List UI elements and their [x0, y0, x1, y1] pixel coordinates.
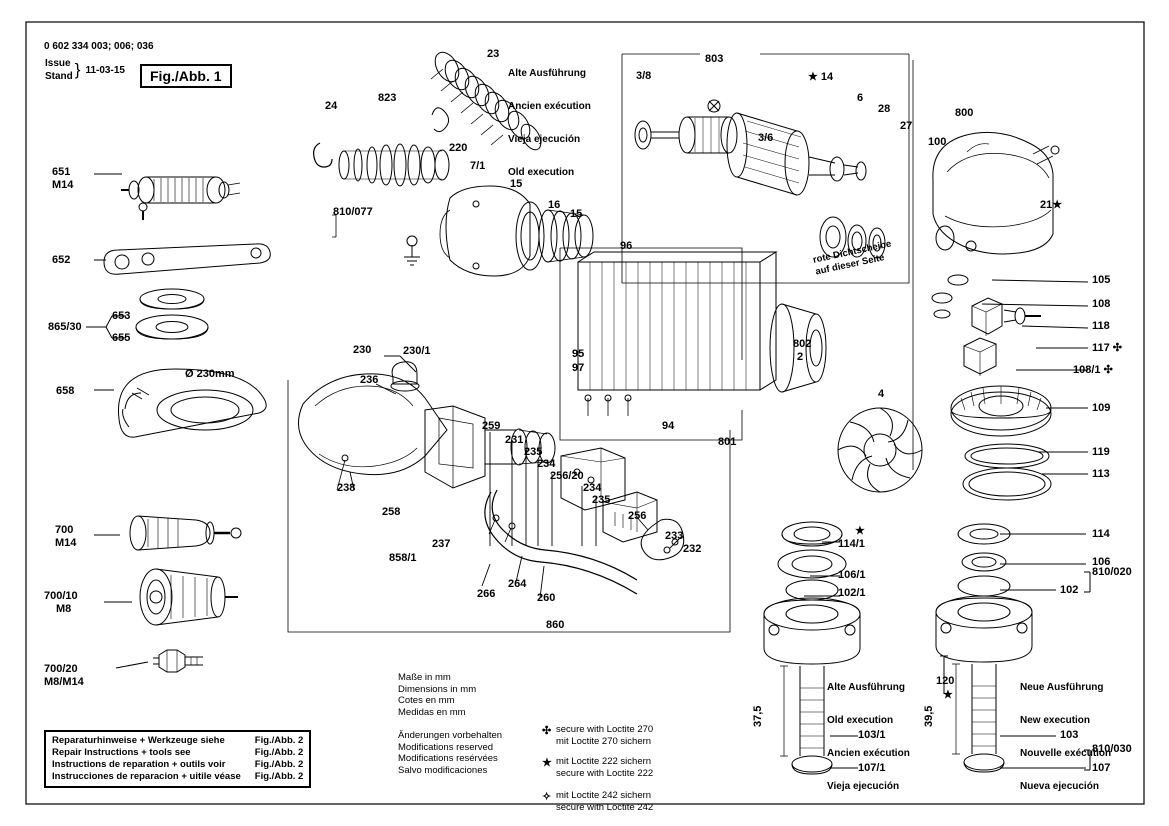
callout-103-1: 103/1 [858, 729, 886, 741]
callout-3-8: 3/8 [636, 70, 652, 82]
callout-233: 233 [665, 530, 684, 542]
callout-21-star: 21★ [1040, 199, 1063, 211]
callout-103: 103 [1060, 729, 1079, 741]
callout-108: 108 [1092, 298, 1111, 310]
old-exec-b-de: Alte Ausführung [827, 682, 905, 693]
callout-858-1: 858/1 [389, 552, 417, 564]
callout-94: 94 [662, 420, 675, 432]
annotation-old-execution-top [508, 46, 591, 200]
callout-700-m14: M14 [55, 537, 77, 549]
legend-row-2-right: Fig./Abb. 2 [254, 759, 304, 770]
callout-28: 28 [878, 103, 891, 115]
old-exec-b-fr: Ancien exécution [827, 748, 910, 759]
callout-230-1: 230/1 [403, 345, 431, 357]
callout-801: 801 [718, 436, 737, 448]
callout-238: 238 [337, 482, 356, 494]
callout-6: 6 [857, 92, 864, 104]
callout-102: 102 [1060, 584, 1079, 596]
callout-95: 95 [572, 348, 585, 360]
old-exec-en: Old execution [508, 167, 575, 178]
legend-row-3-left: Instrucciones de reparacion + uitile véase [52, 771, 241, 782]
loctite-270-symbol-icon: ✣ [542, 725, 552, 737]
callout-7-1: 7/1 [470, 160, 486, 172]
callout-260: 260 [537, 592, 556, 604]
loctite-notes [542, 724, 653, 752]
callout-220: 220 [449, 142, 468, 154]
callout-810-077: 810/077 [333, 206, 373, 218]
annotation-old-execution-bottom [827, 660, 910, 814]
callout-102-1: 102/1 [838, 587, 866, 599]
callout-14-star: ★ 14 [808, 71, 834, 83]
callout-diameter-230mm: Ø 230mm [185, 368, 235, 380]
old-exec-b-en: Old execution [827, 715, 894, 726]
callout-2: 2 [797, 351, 804, 363]
dimensions-note: Maße in mm Dimensions in mm Cotes en mm Medidas en mm [398, 672, 477, 718]
new-exec-es: Nueva ejecución [1020, 781, 1099, 792]
callout-23: 23 [487, 48, 500, 60]
old-exec-b-es: Vieja ejecución [827, 781, 900, 792]
figure-label: Fig./Abb. 1 [150, 68, 222, 84]
callout-27: 27 [900, 120, 913, 132]
callout-258: 258 [382, 506, 401, 518]
legend-row-2-left: Instructions de reparation + outils voir [52, 759, 226, 770]
callout-16: 16 [548, 199, 561, 211]
callout-3-6: 3/6 [758, 132, 774, 144]
legend-row-1-left: Repair Instructions + tools see [52, 747, 191, 758]
callout-803: 803 [705, 53, 724, 65]
callout-259: 259 [482, 420, 501, 432]
callout-230: 230 [353, 344, 372, 356]
callout-865-30: 865/30 [48, 321, 82, 333]
issue-brace: } [74, 60, 81, 79]
callout-117: 117 ✣ [1092, 342, 1123, 354]
callout-700-20-m8-m14: M8/M14 [44, 676, 84, 688]
loctite-222-text: mit Loctite 222 sichern secure with Loctite 222 [556, 756, 654, 779]
old-exec-es: Vieja ejecución [508, 134, 581, 145]
lower-leader-lines [330, 350, 730, 620]
loctite-270-text: secure with Loctite 270 mit Loctite 270 sichern [556, 724, 654, 747]
callout-109: 109 [1092, 402, 1111, 414]
callout-256-20: 256/20 [550, 470, 584, 482]
callout-231: 231 [505, 434, 524, 446]
callout-106-1: 106/1 [838, 569, 866, 581]
part-numbers: 0 602 334 003; 006; 036 [44, 41, 154, 52]
issue-label: Issue [45, 58, 71, 69]
callout-120-star: ★ [943, 689, 953, 701]
callout-114-1-star: ★ [855, 525, 865, 537]
callout-264: 264 [508, 578, 527, 590]
new-exec-fr: Nouvelle exécution [1020, 748, 1112, 759]
callout-700: 700 [55, 524, 74, 536]
annotation-red-washer: rote Dichtscheibe auf dieser Seite [812, 238, 893, 278]
legend-row-1-right: Fig./Abb. 2 [254, 747, 304, 758]
callout-237: 237 [432, 538, 451, 550]
callout-658: 658 [56, 385, 75, 397]
legend-row-0-right: Fig./Abb. 2 [254, 735, 304, 746]
callout-107: 107 [1092, 762, 1111, 774]
callout-118: 118 [1092, 320, 1110, 332]
modifications-note: Änderungen vorbehalten Modifications reserved Modifications resérvées Salvo modificaciones [398, 730, 503, 776]
loctite-242-symbol-icon: ✧ [542, 791, 552, 803]
callout-15-b: 15 [570, 208, 583, 220]
issue-date: 11-03-15 [85, 64, 125, 76]
callout-97: 97 [572, 362, 585, 374]
callout-810-020: 810/020 [1092, 566, 1132, 578]
callout-120: 120 [936, 675, 955, 687]
callout-234-a: 234 [537, 458, 556, 470]
callout-114: 114 [1092, 528, 1110, 540]
loctite-notes-2 [542, 756, 653, 784]
old-exec-fr: Ancien exécution [508, 101, 591, 112]
callout-232: 232 [683, 543, 702, 555]
legend-row-3-right: Fig./Abb. 2 [254, 771, 304, 782]
callout-235-b: 235 [592, 494, 611, 506]
callout-100: 100 [928, 136, 947, 148]
callout-652: 652 [52, 254, 71, 266]
callout-24: 24 [325, 100, 338, 112]
callout-700-10: 700/10 [44, 590, 78, 602]
loctite-242-text: mit Loctite 242 sichern secure with Loctite 242 [556, 790, 654, 813]
callout-113: 113 [1092, 468, 1110, 480]
callout-105: 105 [1092, 274, 1111, 286]
callout-15-a: 15 [510, 178, 523, 190]
callout-860: 860 [546, 619, 565, 631]
loctite-222-symbol-icon: ★ [542, 757, 552, 769]
callout-119: 119 [1092, 446, 1110, 458]
callout-266: 266 [477, 588, 496, 600]
callout-114-1: 114/1 [838, 538, 865, 550]
new-exec-de: Neue Ausführung [1020, 682, 1104, 693]
new-exec-en: New execution [1020, 715, 1091, 726]
callout-651-m14: M14 [52, 179, 74, 191]
callout-4: 4 [878, 388, 885, 400]
callout-39-5: 39,5 [923, 705, 935, 727]
callout-106: 106 [1092, 556, 1111, 568]
callout-700-20: 700/20 [44, 663, 78, 675]
callout-256: 256 [628, 510, 647, 522]
callout-655: 655 [112, 332, 131, 344]
callout-235-a: 235 [524, 446, 543, 458]
callout-96: 96 [620, 240, 633, 252]
repair-instructions-legend [44, 730, 311, 788]
annotation-new-execution-bottom [1020, 660, 1111, 814]
callout-800: 800 [955, 107, 974, 119]
callout-700-10-m8: M8 [56, 603, 72, 615]
callout-802: 802 [793, 338, 812, 350]
loctite-notes-3 [542, 790, 653, 813]
callout-37-5: 37,5 [752, 705, 764, 727]
callout-107-1: 107/1 [858, 762, 886, 774]
old-exec-de: Alte Ausführung [508, 68, 586, 79]
stand-label: Stand [45, 71, 73, 82]
callout-823: 823 [378, 92, 397, 104]
callout-810-030: 810/030 [1092, 743, 1132, 755]
callout-234-b: 234 [583, 482, 602, 494]
callout-108-1: 108/1 ✣ [1073, 364, 1113, 376]
callout-651: 651 [52, 166, 71, 178]
callout-653: 653 [112, 310, 131, 322]
legend-row-0-left: Reparaturhinweise + Werkzeuge siehe [52, 735, 225, 746]
callout-236: 236 [360, 374, 379, 386]
